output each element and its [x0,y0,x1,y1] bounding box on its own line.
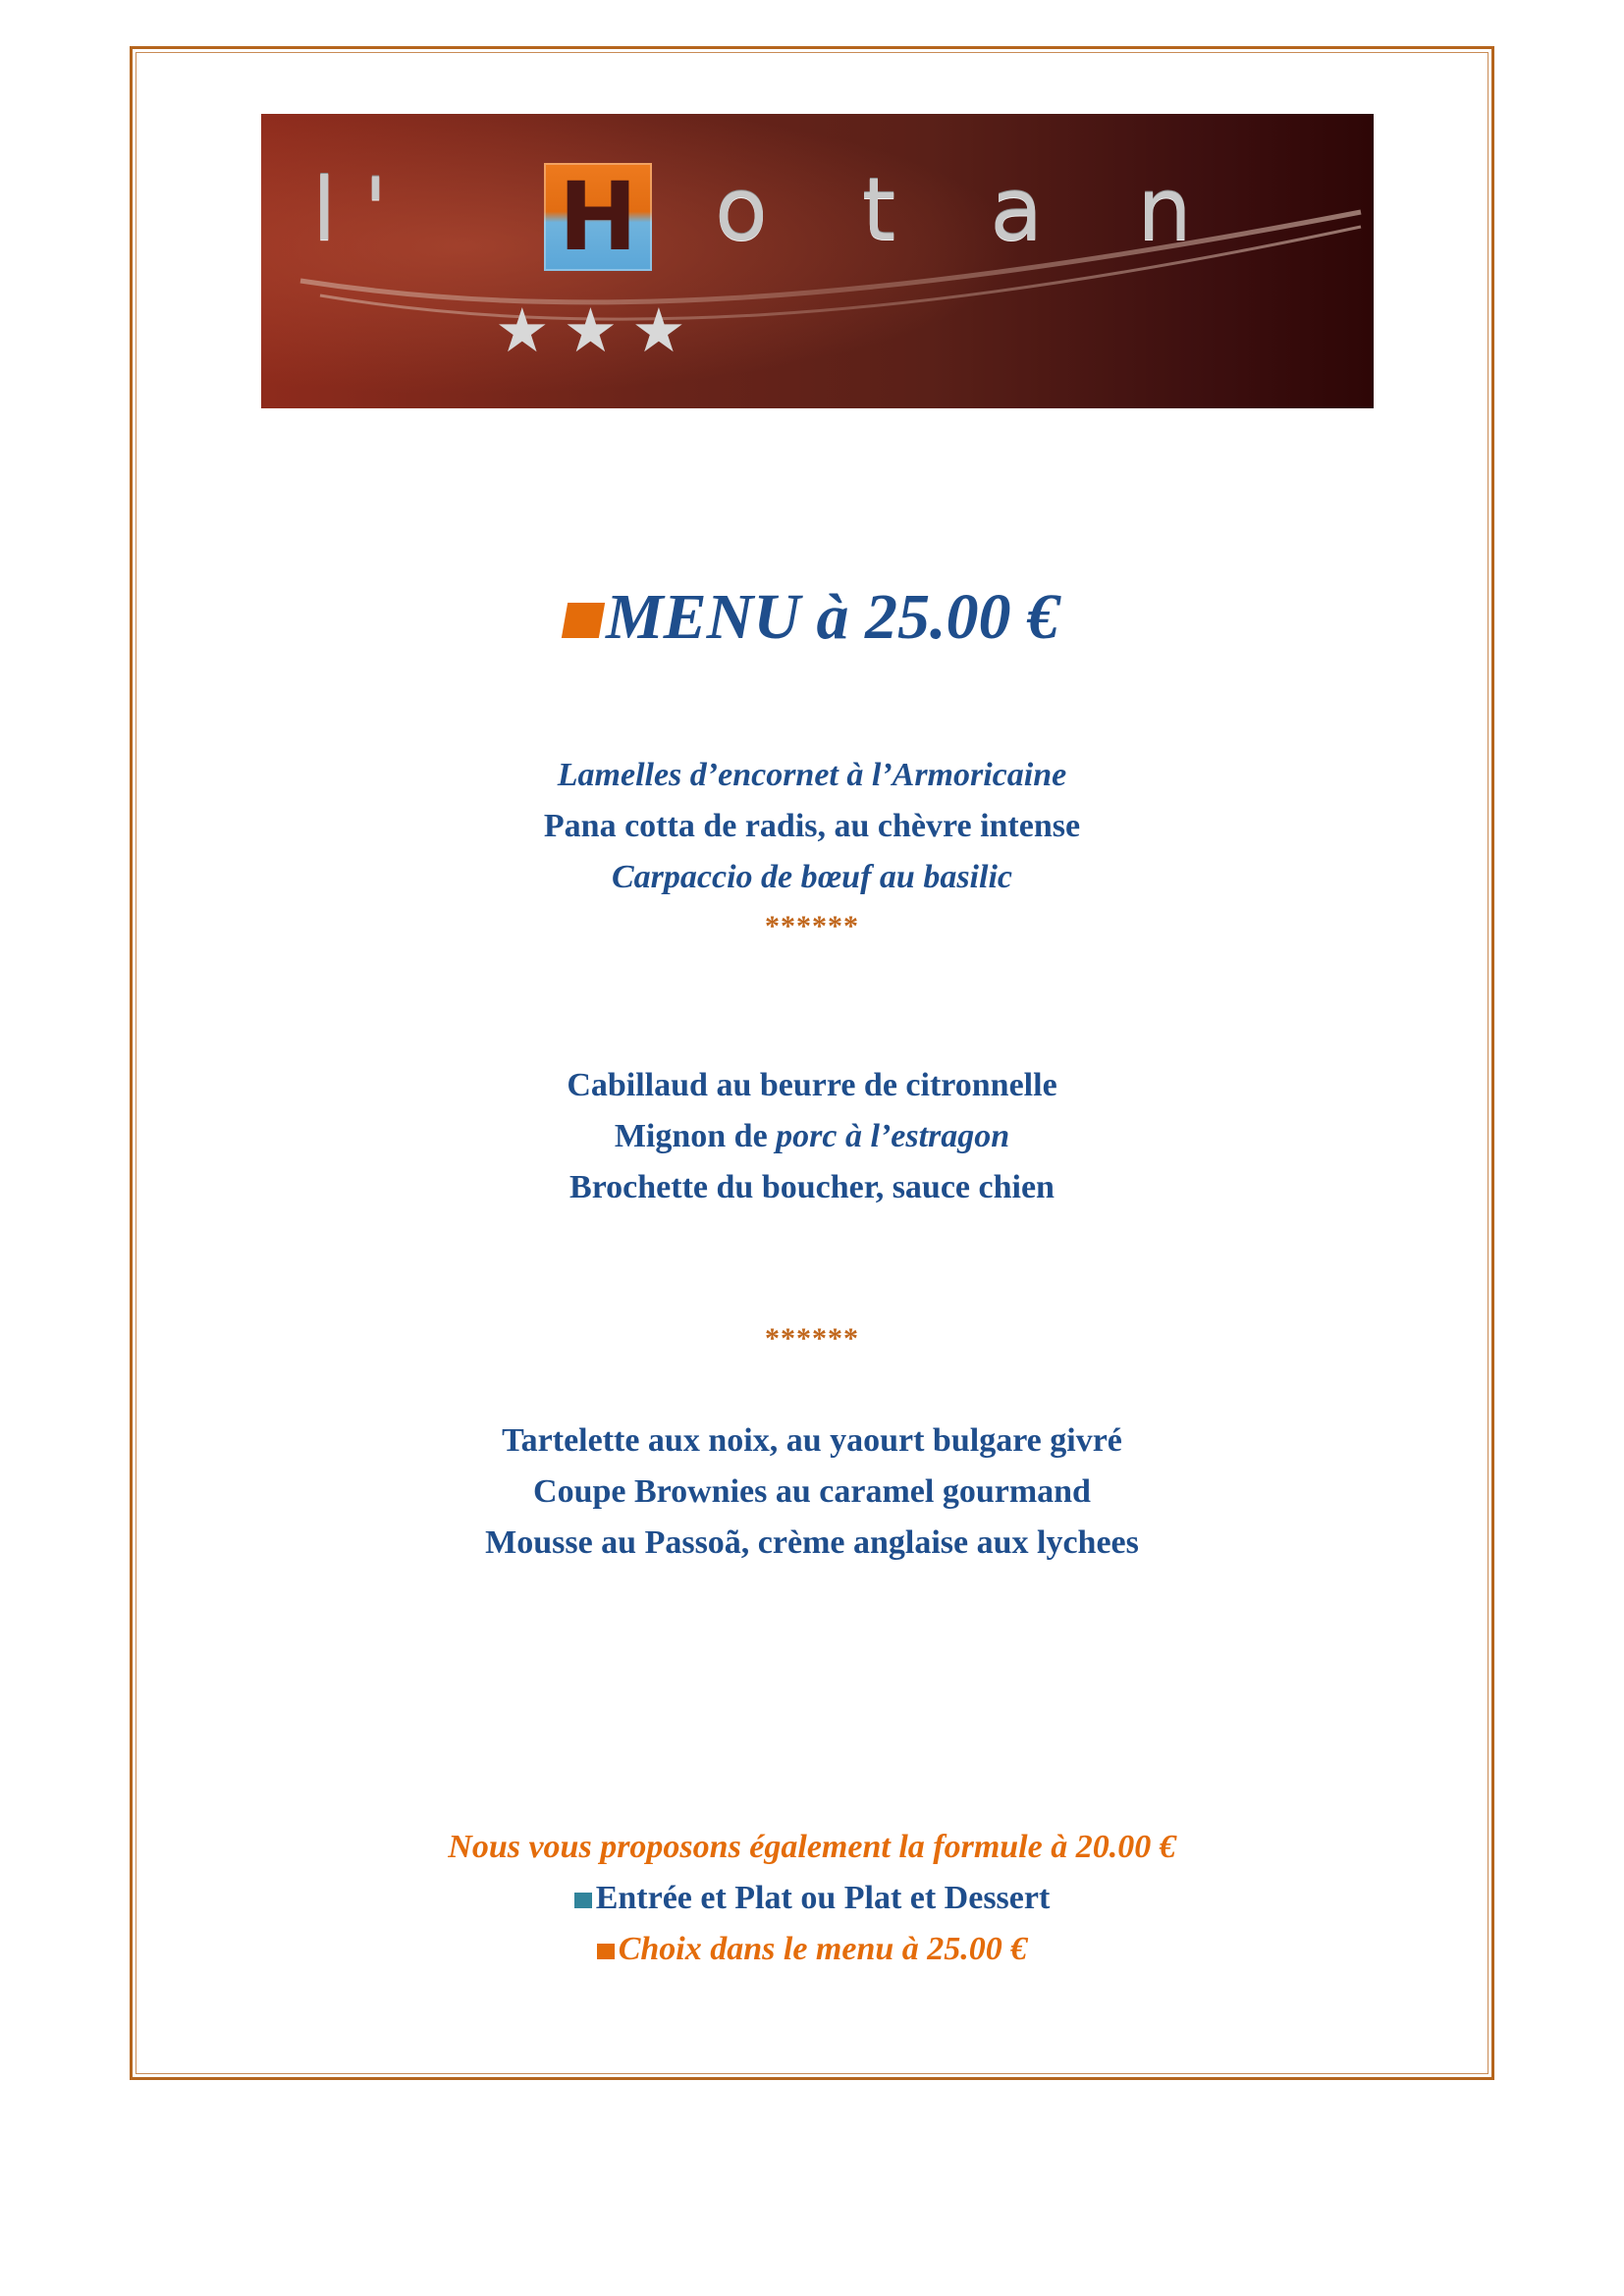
hotel-logo [261,114,1374,408]
menu-title [0,581,1624,653]
square-bullet-icon [597,1944,615,1959]
formula-option-text: Entrée et Plat ou Plat et Dessert [595,1880,1051,1916]
starter-item: Carpaccio de bœuf au basilic [612,859,1012,895]
main-item [0,1117,1624,1157]
starter-item: Pana cotta de radis, au chèvre intense [543,808,1081,844]
main-item: Brochette du boucher, sauce chien [569,1169,1055,1205]
logo-stars: ★★★ [495,294,700,366]
course-separator: ****** [765,1322,859,1355]
formula-option [0,1930,1624,1970]
dessert-item: Mousse au Passoã, crème anglaise aux lychees [485,1524,1139,1561]
logo-h-badge [544,163,652,271]
logo-h-letter: H [558,162,638,272]
logo-text-left: l ' [312,159,388,260]
course-separator: ****** [765,910,859,942]
main-item-prefix: Mignon de [614,1118,777,1154]
dessert-item: Coupe Brownies au caramel gourmand [533,1473,1091,1510]
formula-intro: Nous vous proposons également la formule à 20.00 € [448,1829,1176,1865]
logo-swoosh [261,114,1374,408]
main-item-italic: porc à l’estragon [776,1118,1010,1154]
square-bullet-icon [562,603,605,638]
logo-text-right: o t a n [715,159,1192,260]
menu-title-text: MENU à 25.00 € [605,581,1060,653]
main-item: Cabillaud au beurre de citronnelle [567,1067,1057,1103]
square-bullet-icon [574,1893,592,1908]
formula-option [0,1879,1624,1919]
dessert-item: Tartelette aux noix, au yaourt bulgare givré [502,1422,1122,1459]
formula-option-text: Choix dans le menu à 25.00 € [618,1931,1028,1967]
starter-item: Lamelles d’encornet à l’Armoricaine [557,757,1067,793]
